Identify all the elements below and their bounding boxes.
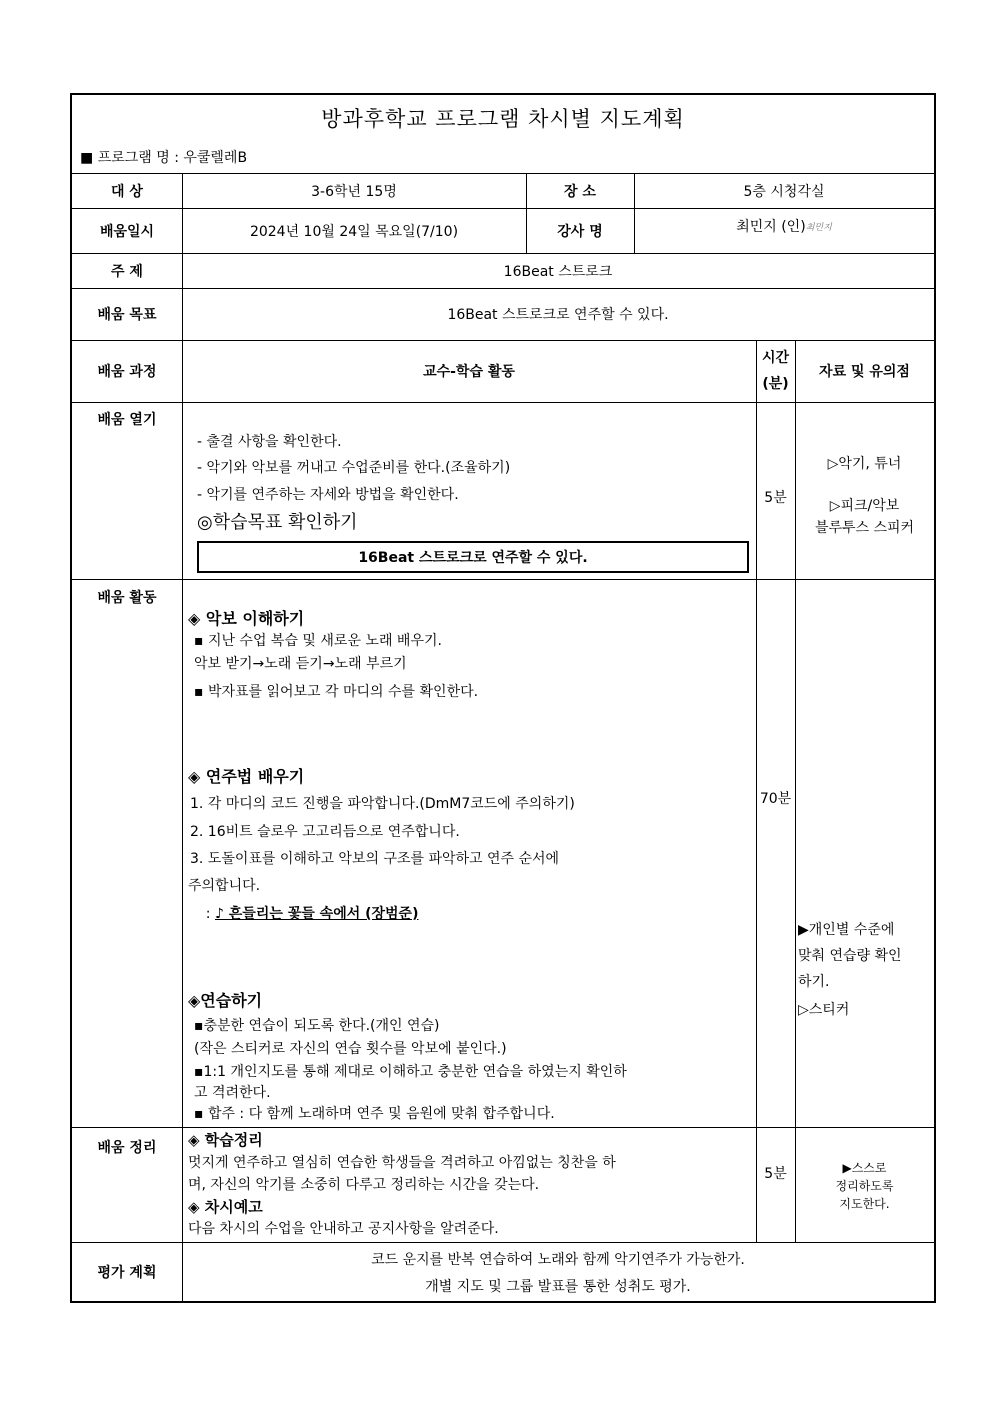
activity-technique-line-1: 1. 각 마디의 코드 진행을 파악합니다.(DmM7코드에 주의하기) — [190, 796, 575, 812]
column-divider — [795, 340, 796, 1242]
open-material-2: ▷피크/악보 — [829, 498, 900, 514]
open-line-2: - 악기와 악보를 꺼내고 수업준비를 한다.(조율하기) — [197, 460, 511, 476]
activity-heading-practice: ◈연습하기 — [188, 991, 263, 1010]
teacher-label: 강사 명 — [557, 223, 603, 240]
teacher-signature: 최민지 — [805, 222, 832, 233]
activity-material-3: 하기. — [798, 974, 830, 990]
activity-practice-line-1: ▪충분한 연습이 되도록 한다.(개인 연습) — [194, 1018, 440, 1034]
open-label: 배움 열기 — [97, 412, 157, 428]
open-time: 5분 — [764, 490, 787, 506]
activity-time: 70분 — [759, 791, 792, 807]
activity-song-row — [188, 901, 418, 928]
close-label: 배움 정리 — [97, 1140, 157, 1156]
close-material-3: 지도한다. — [839, 1197, 890, 1211]
goal-label: 배움 목표 — [97, 307, 157, 323]
open-material-3: 블루투스 스피커 — [814, 520, 915, 536]
activity-technique-line-3: 3. 도돌이표를 이해하고 악보의 구조를 파악하고 연주 순서에 — [190, 851, 560, 867]
time-header — [756, 340, 795, 402]
place-label: 장 소 — [564, 183, 596, 200]
lesson-plan-document — [70, 93, 936, 1303]
target-label: 대 상 — [111, 183, 143, 200]
process-header: 배움 과정 — [97, 364, 157, 380]
activity-header: 교수-학습 활동 — [423, 364, 515, 380]
close-line-2: 며, 자신의 악기를 소중히 다루고 정리하는 시간을 갖는다. — [188, 1177, 540, 1193]
close-material-2: 정리하도록 — [835, 1179, 894, 1193]
activity-score-line-3: ▪ 박자표를 읽어보고 각 마디의 수를 확인한다. — [194, 684, 479, 700]
activity-technique-line-4: 주의합니다. — [188, 878, 261, 894]
topic-value: 16Beat 스트로크 — [503, 263, 613, 280]
time-header-line2: (분) — [762, 376, 789, 392]
close-line-1: 멋지게 연주하고 열심히 연습한 학생들을 격려하고 아낌없는 칭찬을 하 — [188, 1155, 616, 1171]
activity-practice-line-2: (작은 스티커로 자신의 연습 횟수를 악보에 붙인다.) — [194, 1041, 507, 1057]
target-value: 3-6학년 15명 — [311, 183, 397, 200]
goal-value: 16Beat 스트로크로 연주할 수 있다. — [447, 307, 669, 323]
activity-material-4: ▷스티커 — [798, 1002, 850, 1018]
close-line-3: 다음 차시의 수업을 안내하고 공지사항을 알려준다. — [188, 1221, 499, 1237]
teacher-cell — [634, 208, 934, 244]
date-label: 배움일시 — [99, 223, 155, 240]
activity-practice-line-3: ▪1:1 개인지도를 통해 제대로 이해하고 충분한 연습을 하였는지 확인하 — [194, 1064, 627, 1080]
open-goal-box: 16Beat 스트로크로 연주할 수 있다. — [197, 541, 749, 573]
topic-label: 주 제 — [111, 263, 143, 280]
close-heading-preview: ◈ 차시예고 — [188, 1198, 263, 1216]
row-divider — [72, 402, 934, 403]
row-divider — [72, 1242, 934, 1243]
activity-material-2: 맞춰 연습량 확인 — [798, 948, 902, 964]
activity-material-1: ▶개인별 수준에 — [798, 922, 895, 938]
program-name: ■ 프로그램 명 : 우쿨렐레B — [80, 150, 248, 166]
close-time: 5분 — [764, 1166, 787, 1182]
activity-technique-line-2: 2. 16비트 슬로우 고고리듬으로 연주합니다. — [190, 824, 460, 840]
place-value: 5층 시청각실 — [743, 183, 825, 200]
open-material-1: ▷악기, 튜너 — [827, 456, 902, 472]
title-area — [72, 95, 934, 173]
open-goal-heading: ◎학습목표 확인하기 — [197, 512, 358, 533]
activity-score-line-2: 악보 받기→노래 듣기→노래 부르기 — [194, 656, 407, 672]
row-divider — [72, 1127, 934, 1128]
eval-line-1: 코드 운지를 반복 연습하여 노래와 함께 악기연주가 가능한가. — [371, 1251, 745, 1268]
activity-heading-technique: ◈ 연주법 배우기 — [188, 767, 305, 786]
material-header: 자료 및 유의점 — [819, 364, 910, 380]
open-line-3: - 악기를 연주하는 자세와 방법을 확인한다. — [197, 487, 459, 503]
date-value: 2024년 10월 24일 목요일(7/10) — [249, 223, 459, 240]
eval-label: 평가 계획 — [97, 1264, 157, 1281]
activity-practice-line-5: ▪ 합주 : 다 함께 노래하며 연주 및 음원에 맞춰 합주합니다. — [194, 1106, 555, 1122]
activity-label: 배움 활동 — [97, 590, 157, 606]
teacher-value: 최민지 (인) — [736, 219, 806, 235]
row-divider — [72, 579, 934, 580]
activity-score-line-1: ▪ 지난 수업 복습 및 새로운 노래 배우기. — [194, 633, 442, 649]
activity-song-prefix: : — [188, 906, 215, 922]
eval-line-2: 개별 지도 및 그룹 발표를 통한 성취도 평가. — [425, 1278, 691, 1295]
document-title: 방과후학교 프로그램 차시별 지도계획 — [321, 107, 685, 131]
activity-practice-line-4: 고 격려한다. — [194, 1085, 271, 1101]
activity-song-title: ♪ 흔들리는 꽃들 속에서 (장범준) — [214, 906, 419, 922]
time-header-line1: 시간 — [761, 350, 790, 366]
activity-heading-score: ◈ 악보 이해하기 — [188, 609, 305, 628]
open-line-1: - 출결 사항을 확인한다. — [197, 434, 342, 450]
close-material-1: ▶스스로 — [842, 1161, 887, 1175]
close-heading-summary: ◈ 학습정리 — [188, 1131, 263, 1149]
